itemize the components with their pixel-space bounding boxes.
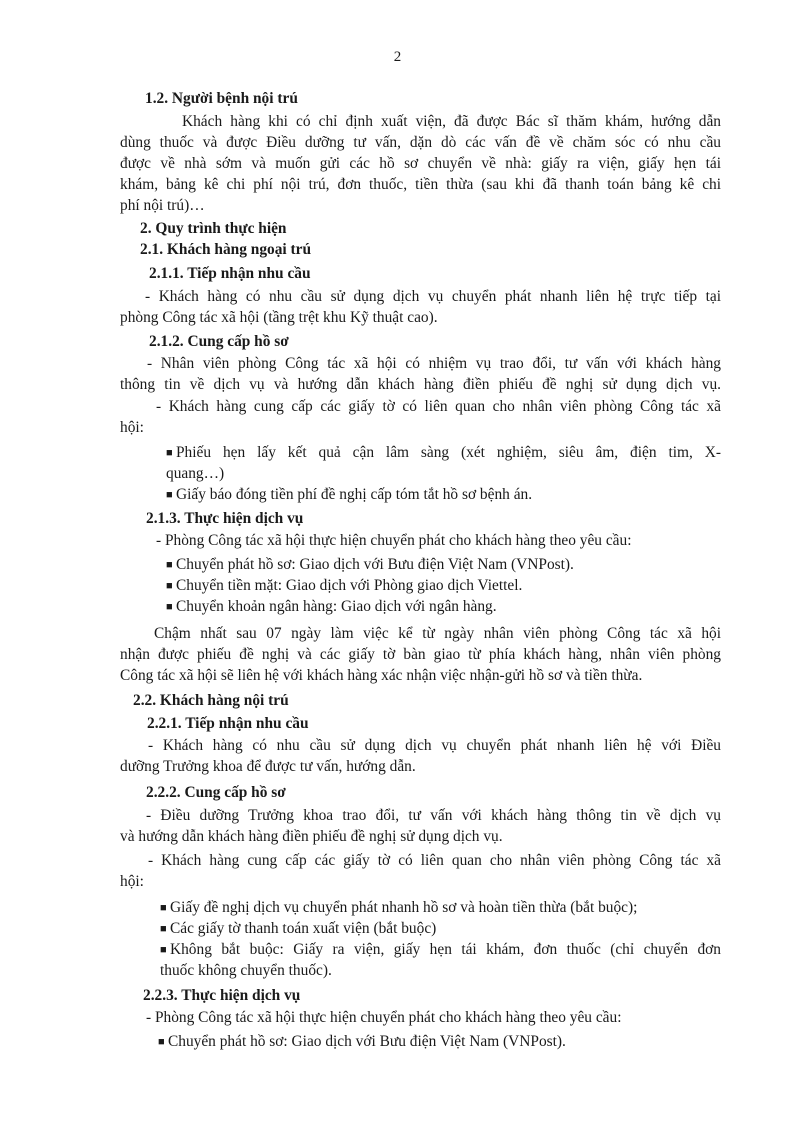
page-number: 2 <box>393 49 402 65</box>
bullet-square-icon: ■ <box>166 489 173 501</box>
text-line <box>120 666 642 685</box>
text-line <box>120 175 721 194</box>
line-text: thông tin về dịch vụ và hướng dẫn khách hàng điền phiếu đề nghị sử dụng dịch vụ. <box>120 376 721 393</box>
bullet-item <box>166 555 574 575</box>
line-text: Chuyển phát hồ sơ: Giao dịch với Bưu điện Việt Nam (VNPost). <box>176 556 574 573</box>
line-text: phí nội trú)… <box>120 197 205 214</box>
line-text: phòng Công tác xã hội (tầng trệt khu Kỹ thuật cao). <box>120 309 438 326</box>
section-heading <box>133 691 289 710</box>
text-line <box>120 827 503 846</box>
line-text: 2.1. Khách hàng ngoại trú <box>140 241 312 258</box>
text-line <box>120 418 144 437</box>
line-text: dưỡng Trưởng khoa để được tư vấn, hướng dẫn. <box>120 758 416 775</box>
section-heading <box>147 714 309 733</box>
bullet-item <box>160 940 721 960</box>
text-line <box>120 133 721 152</box>
bullet-item <box>166 485 532 505</box>
text-line <box>120 375 721 394</box>
text-line <box>120 196 205 215</box>
bullet-square-icon: ■ <box>166 580 173 592</box>
line-text: 2.1.3. Thực hiện dịch vụ <box>146 510 304 527</box>
line-text: nhận được phiếu đề nghị và các giấy tờ bàn giao từ phía khách hàng, nhân viên phòng <box>120 646 721 663</box>
line-text: Chuyển phát hồ sơ: Giao dịch với Bưu điện Việt Nam (VNPost). <box>168 1033 566 1050</box>
line-text: Phiếu hẹn lấy kết quả cận lâm sàng (xét nghiệm, siêu âm, điện tim, X- <box>176 444 721 461</box>
text-line <box>156 397 721 416</box>
bullet-item <box>166 576 522 596</box>
text-line <box>146 806 721 825</box>
line-text: khám, bảng kê chi phí nội trú, đơn thuốc, tiền thừa (sau khi đã thanh toán bảng kê chi <box>120 176 721 193</box>
bullet-square-icon: ■ <box>160 902 167 914</box>
text-line <box>166 464 224 483</box>
line-text: Không bắt buộc: Giấy ra viện, giấy hẹn tái khám, đơn thuốc (chỉ chuyển đơn <box>170 941 721 958</box>
line-text: Giấy báo đóng tiền phí đề nghị cấp tóm tắt hồ sơ bệnh án. <box>176 486 533 503</box>
line-text: - Khách hàng cung cấp các giấy tờ có liên quan cho nhân viên phòng Công tác xã <box>148 852 721 869</box>
section-heading <box>140 240 311 259</box>
line-text: Các giấy tờ thanh toán xuất viện (bắt buộc) <box>170 920 437 937</box>
line-text: Chậm nhất sau 07 ngày làm việc kể từ ngày nhân viên phòng Công tác xã hội <box>154 625 721 642</box>
section-heading <box>140 219 287 238</box>
line-text: được về nhà sớm và muốn gửi các hồ sơ chuyển về nhà: giấy ra viện, giấy hẹn tái <box>120 155 721 172</box>
text-line <box>154 624 721 643</box>
section-heading <box>149 264 311 283</box>
line-text: 2.2. Khách hàng nội trú <box>133 692 289 709</box>
text-line <box>120 757 416 776</box>
line-text: Khách hàng khi có chỉ định xuất viện, đã được Bác sĩ thăm khám, hướng dẫn <box>182 113 721 130</box>
line-text: Công tác xã hội sẽ liên hệ với khách hàng xác nhận việc nhận-gửi hồ sơ và tiền thừa. <box>120 667 643 684</box>
line-text: 2.1.1. Tiếp nhận nhu cầu <box>149 265 311 282</box>
bullet-item <box>166 443 721 463</box>
text-line <box>160 961 332 980</box>
section-heading <box>143 986 300 1005</box>
text-line <box>182 112 721 131</box>
section-heading <box>149 332 289 351</box>
bullet-square-icon: ■ <box>166 601 173 613</box>
bullet-item <box>158 1032 566 1052</box>
line-text: 2.2.2. Cung cấp hồ sơ <box>146 784 286 801</box>
line-text: 2.1.2. Cung cấp hồ sơ <box>149 333 289 350</box>
text-line <box>146 1008 622 1027</box>
line-text: - Phòng Công tác xã hội thực hiện chuyển phát cho khách hàng theo yêu cầu: <box>156 532 632 549</box>
bullet-item <box>166 597 497 617</box>
line-text: hội: <box>120 419 144 436</box>
text-line <box>148 851 721 870</box>
line-text: thuốc không chuyển thuốc). <box>160 962 332 979</box>
section-heading <box>146 509 303 528</box>
line-text: 2.2.1. Tiếp nhận nhu cầu <box>147 715 309 732</box>
bullet-item <box>160 898 637 918</box>
line-text: 1.2. Người bệnh nội trú <box>145 90 298 107</box>
line-text: Giấy đề nghị dịch vụ chuyển phát nhanh hồ sơ và hoàn tiền thừa (bắt buộc); <box>170 899 638 916</box>
text-line <box>120 154 721 173</box>
line-text: Chuyển khoản ngân hàng: Giao dịch với ngân hàng. <box>176 598 497 615</box>
text-line <box>147 354 721 373</box>
line-text: Chuyển tiền mặt: Giao dịch với Phòng giao dịch Viettel. <box>176 577 523 594</box>
line-text: dùng thuốc và được Điều dưỡng tư vấn, dặn dò các vấn đề về chăm sóc có nhu cầu <box>120 134 721 151</box>
text-line <box>145 287 721 306</box>
text-line <box>156 531 632 550</box>
line-text: - Khách hàng có nhu cầu sử dụng dịch vụ chuyển phát nhanh liên hệ với Điều <box>148 737 721 754</box>
line-text: 2. Quy trình thực hiện <box>140 220 287 237</box>
section-heading <box>146 783 286 802</box>
line-text: quang…) <box>166 465 225 482</box>
section-heading <box>145 89 298 108</box>
bullet-square-icon: ■ <box>160 944 167 956</box>
line-text: và hướng dẫn khách hàng điền phiếu đề nghị sử dụng dịch vụ. <box>120 828 503 845</box>
line-text: - Phòng Công tác xã hội thực hiện chuyển phát cho khách hàng theo yêu cầu: <box>146 1009 622 1026</box>
text-line <box>120 308 438 327</box>
text-line <box>120 645 721 664</box>
bullet-square-icon: ■ <box>158 1036 165 1048</box>
bullet-square-icon: ■ <box>166 447 173 459</box>
line-text: - Điều dưỡng Trưởng khoa trao đổi, tư vấn với khách hàng thông tin về dịch vụ <box>146 807 721 824</box>
bullet-item <box>160 919 436 939</box>
line-text: hội: <box>120 873 144 890</box>
line-text: - Khách hàng có nhu cầu sử dụng dịch vụ chuyển phát nhanh liên hệ trực tiếp tại <box>145 288 721 305</box>
line-text: - Khách hàng cung cấp các giấy tờ có liên quan cho nhân viên phòng Công tác xã <box>156 398 721 415</box>
line-text: - Nhân viên phòng Công tác xã hội có nhiệm vụ trao đổi, tư vấn với khách hàng <box>147 355 721 372</box>
bullet-square-icon: ■ <box>166 559 173 571</box>
text-line <box>120 872 144 891</box>
line-text: 2.2.3. Thực hiện dịch vụ <box>143 987 301 1004</box>
bullet-square-icon: ■ <box>160 923 167 935</box>
text-line <box>148 736 721 755</box>
